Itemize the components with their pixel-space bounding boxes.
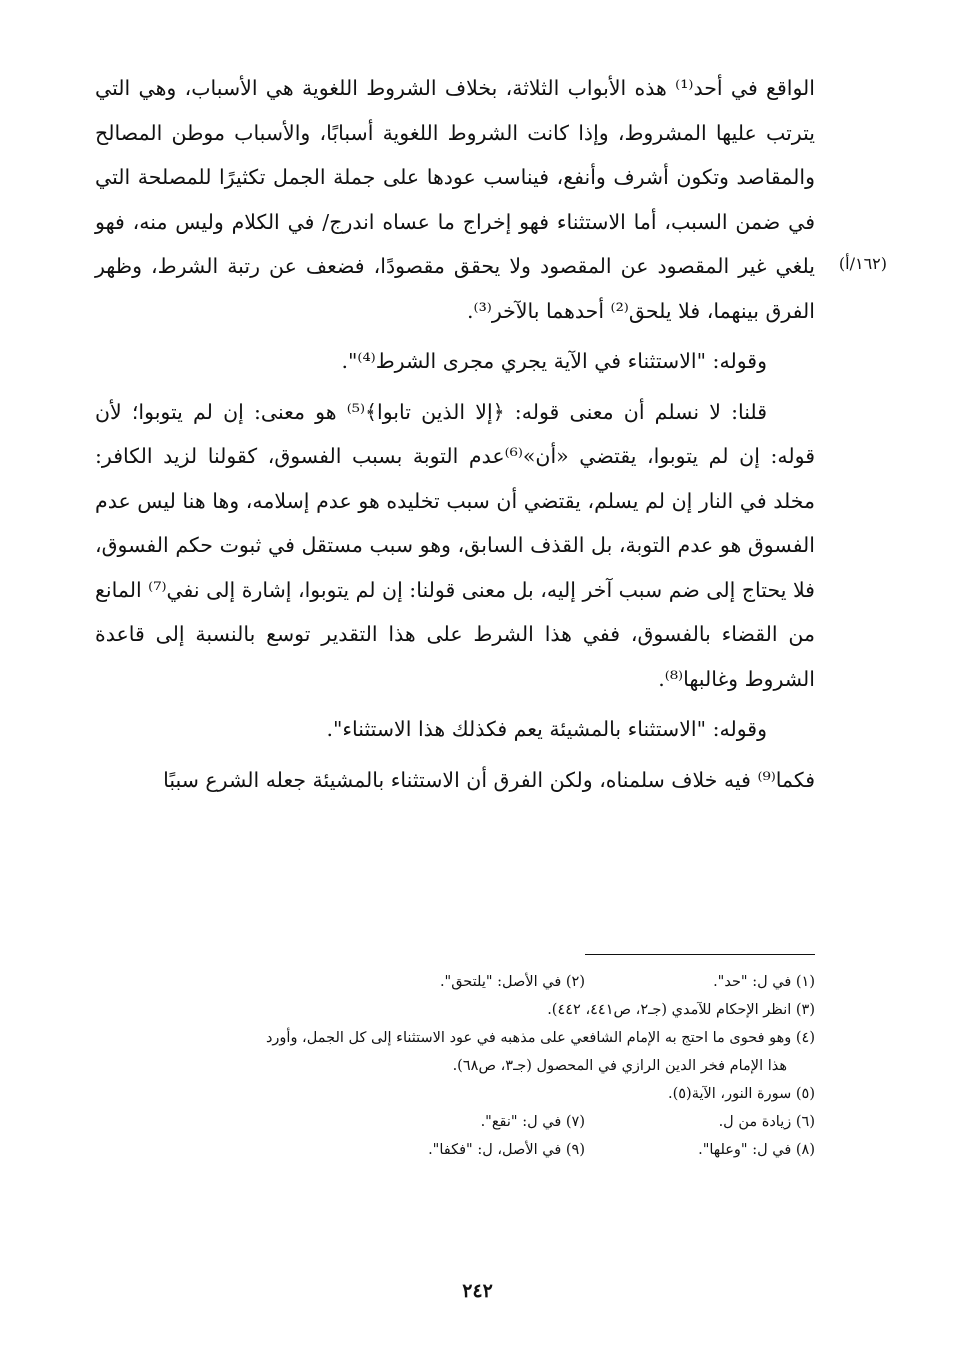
- footnote-divider: [585, 954, 815, 955]
- footnote-6: (٦) زيادة من ل.: [718, 1114, 815, 1130]
- paragraph-1: الواقع في أحد⁽¹⁾ هذه الأبواب الثلاثة، بخلاف الشروط اللغوية هي الأسباب، وهي التي يترتب عليها المشروط، وإذا كانت الشروط اللغوية أسبابًا، والأسباب موطن المصالح والمقاصد وتكون أشرف وأنفع، فيناسب عودها على جملة الجمل تكثيرًا للمصلحة التي في ضمن السبب، أما الاستثناء فهو إخراج ما عساه اندرج/ في الكلام وليس منه، فهو يلغي غير المقصود عن المقصود ولا يحقق مقصودًا، فضعف عن رتبة الشرط، وظهر الفرق بينهما، فلا يلحق⁽²⁾ أحدهما بالآخر⁽³⁾.: [95, 76, 815, 323]
- page-number: ٢٤٢: [462, 1280, 493, 1302]
- footnote-row: [95, 1024, 815, 1052]
- footnote-2: (٢) في الأصل: "يلتحق".: [439, 974, 585, 990]
- footnotes-section: [95, 968, 815, 1164]
- footnote-row: [95, 1052, 815, 1080]
- paragraph-4: وقوله: "الاستثناء بالمشيئة يعم فكذلك هذا الاستثناء".: [326, 717, 767, 741]
- paragraph-2: وقوله: "الاستثناء في الآية يجري مجرى الشرط⁽⁴⁾".: [341, 349, 767, 373]
- footnote-5: (٥) سورة النور، الآية(٥).: [667, 1086, 815, 1102]
- footnote-8: (٨) في ل: "وعلها".: [698, 1142, 815, 1158]
- footnote-7: (٧) في ل: "نقع".: [480, 1114, 585, 1130]
- margin-folio-reference: (١٦٢/أ): [838, 254, 887, 273]
- footnote-1: (١) في ل: "حد".: [713, 974, 815, 990]
- paragraph-5: فكما⁽⁹⁾ فيه خلاف سلمناه، ولكن الفرق أن الاستثناء بالمشيئة جعله الشرع سببًا: [163, 767, 815, 792]
- footnote-4-line-2: هذا الإمام فخر الدين الرازي في المحصول (جـ٣، ص٦٨).: [452, 1058, 787, 1074]
- footnote-row: [95, 996, 815, 1024]
- footnote-row: [95, 968, 815, 996]
- footnote-row: [95, 1080, 815, 1108]
- footnote-3: (٣) انظر الإحكام للآمدي (جـ٢، ص٤٤١، ٤٤٢).: [547, 1002, 815, 1018]
- footnote-4-line-1: (٤) وهو فحوى ما احتج به الإمام الشافعي على مذهبه في عود الاستثناء إلى كل الجمل، وأورد: [265, 1030, 815, 1046]
- footnote-row: [95, 1108, 815, 1136]
- footnote-row: [95, 1136, 815, 1164]
- footnote-9: (٩) في الأصل، ل: "فكفا".: [428, 1142, 585, 1158]
- main-text-body: [95, 66, 815, 802]
- paragraph-3: قلنا: لا نسلم أن معنى قوله: ﴿إلا الذين تابوا﴾⁽⁵⁾ هو معنى: إن لم يتوبوا؛ لأن قوله: إن لم يتوبوا، يقتضي «أن»⁽⁶⁾عدم التوبة بسبب الفسوق، كقولنا لزيد الكافر: مخلد في النار إن لم يسلم، يقتضي أن سبب تخليده هو عدم إسلامه، وها هنا ليس عدم الفسوق هو عدم التوبة، بل القذف السابق، وهو سبب مستقل في ثبوت حكم الفسوق، فلا يحتاج إلى ضم سبب آخر إليه، بل معنى قولنا: إن لم يتوبوا، إشارة إلى نفي⁽⁷⁾ المانع من القضاء بالفسوق، ففي هذا الشرط على هذا التقدير توسع بالنسبة إلى قاعدة الشروط وغالبها⁽⁸⁾.: [95, 399, 816, 691]
